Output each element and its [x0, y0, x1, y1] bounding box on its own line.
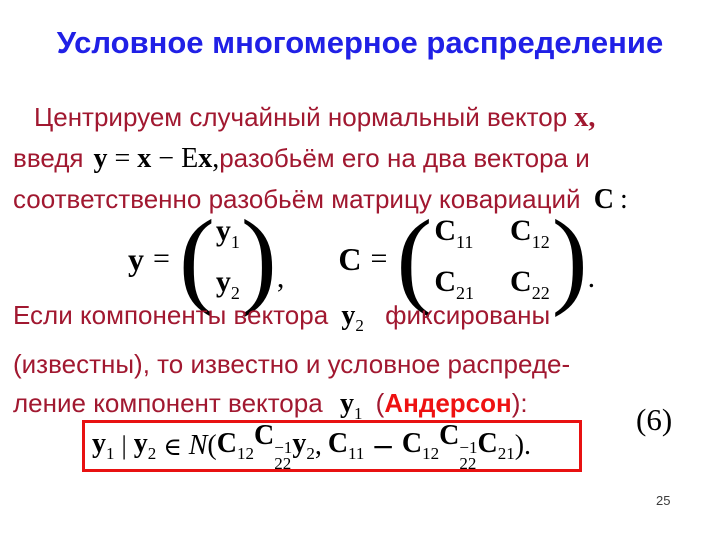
- comma: ,: [276, 261, 285, 294]
- open-paren: (: [375, 388, 385, 418]
- c-matrix-grid: [434, 214, 549, 304]
- close-paren-period: ).: [514, 430, 532, 461]
- equals-sign: =: [370, 242, 388, 275]
- matrix-entry: C11: [434, 214, 474, 252]
- minus-sign: −: [371, 429, 395, 463]
- p2-line3-pre: ление компонент вектора: [13, 388, 323, 418]
- term-y2b: $y_2$: [292, 428, 315, 463]
- term-C11: $C_{11}$: [327, 428, 365, 463]
- matrix-entry: C21: [434, 265, 475, 303]
- term-y1: $y_1$: [92, 428, 115, 463]
- matrix-entry: C12: [510, 214, 550, 252]
- p2-line1-post: фиксированы: [385, 300, 551, 330]
- colon: :: [620, 184, 628, 215]
- term-C12: $C_{12}$: [216, 428, 254, 463]
- vector-y2-inline: $y_2$: [341, 300, 364, 335]
- normal-distribution-N: N: [188, 430, 208, 461]
- page-title: Условное многомерное распределение: [56, 25, 664, 60]
- y-vector-column: [216, 214, 240, 304]
- vector-y1-inline: $y_1$: [339, 388, 363, 423]
- period: .: [587, 261, 596, 294]
- term-C21: $C_{21}$: [477, 428, 515, 463]
- term-C22b-inv: C −1 22: [439, 420, 478, 473]
- paragraph-intro: [13, 97, 715, 220]
- left-paren: (: [396, 199, 433, 318]
- p2-line1-pre: Если компоненты вектора: [13, 300, 329, 330]
- comma: ,: [314, 430, 322, 461]
- vector-entry: y1: [215, 214, 240, 252]
- p1-line2-post: разобьём его на два вектора и: [219, 143, 590, 173]
- matrix-entry: C22: [510, 265, 550, 303]
- close-paren-colon: ):: [511, 388, 528, 418]
- open-paren: (: [207, 430, 217, 461]
- matrix-C-inline: C: [593, 184, 615, 215]
- p1-line1-text: Центрируем случайный нормальный вектор: [34, 102, 568, 132]
- page-number: 25: [656, 493, 671, 508]
- vector-entry: y2: [215, 265, 240, 303]
- paragraph-conditional: [13, 296, 715, 433]
- right-paren: ): [240, 199, 277, 318]
- term-C22-inv: C −1 22: [253, 420, 293, 473]
- p1-line3-text: соответственно разобьём матрицу ковариаций: [13, 184, 581, 214]
- term-C12b: $C_{12}$: [401, 428, 440, 463]
- andersen-name: Андерсон: [384, 388, 512, 418]
- centering-equation: y = x − Ex,: [93, 143, 220, 174]
- element-of-symbol: ∈: [163, 431, 182, 461]
- p1-line2-pre: введя: [13, 143, 84, 173]
- c-matrix-lhs: C: [338, 240, 362, 277]
- right-paren: ): [551, 199, 588, 318]
- vector-x-inline: x,: [574, 102, 596, 133]
- left-paren: (: [178, 199, 215, 318]
- equation-number: (6): [636, 402, 673, 437]
- p2-line2: (известны), то известно и условное распреде-: [13, 349, 571, 379]
- equals-sign: =: [153, 242, 170, 275]
- boxed-formula-6: [82, 420, 582, 472]
- term-y2: $y_2$: [133, 428, 157, 463]
- conditional-bar: |: [121, 431, 127, 460]
- y-vector-lhs: y: [128, 240, 144, 277]
